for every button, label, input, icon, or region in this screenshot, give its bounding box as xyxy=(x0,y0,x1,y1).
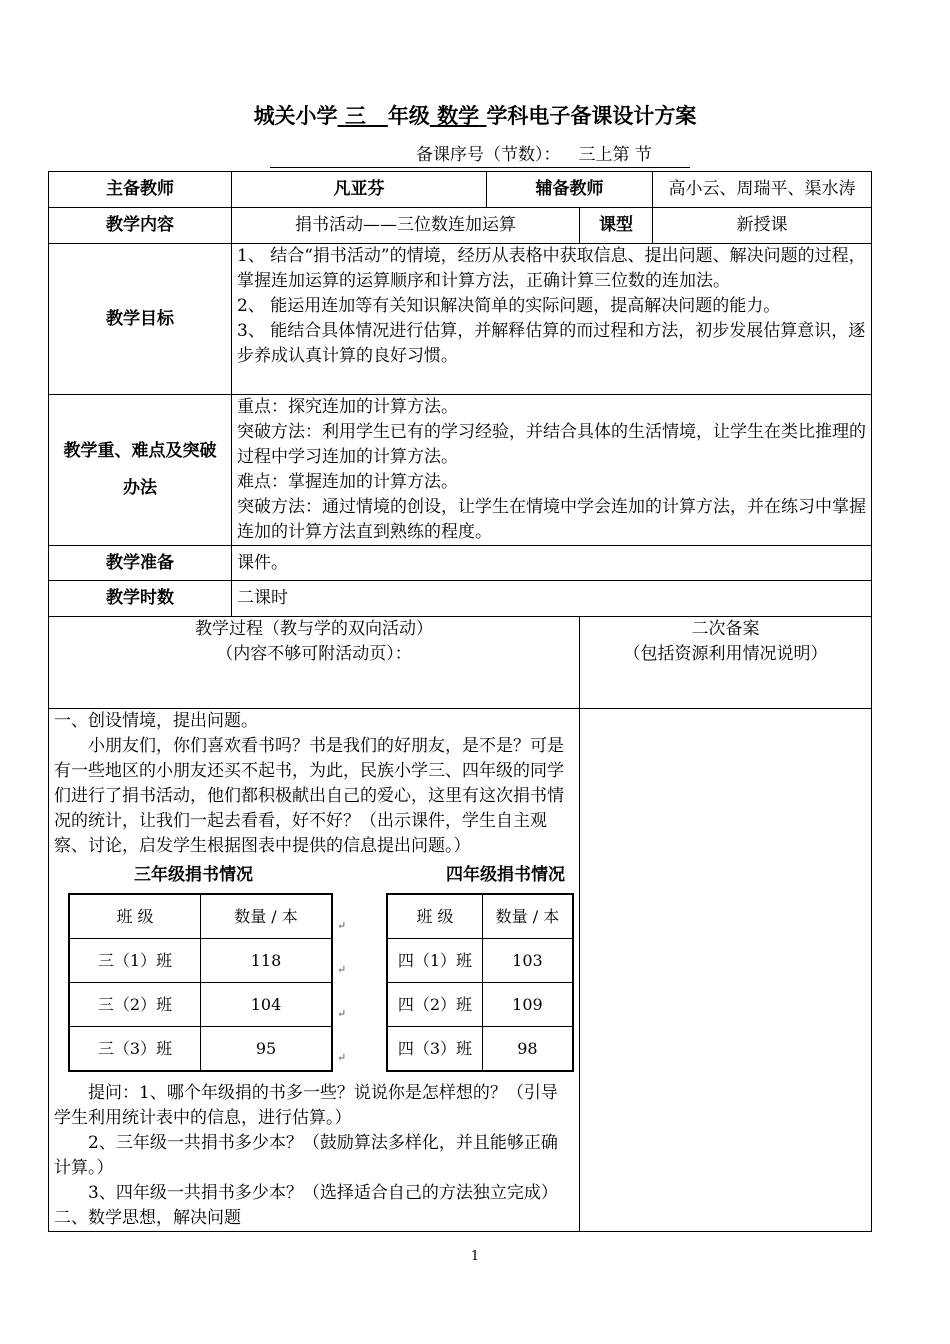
table-row xyxy=(69,983,332,1027)
section-heading: 二、数学思想，解决问题 xyxy=(54,1208,241,1228)
main-teacher-value: 凡亚芬 xyxy=(232,172,487,208)
prep-label: 教学准备 xyxy=(49,546,232,581)
count-cell: 95 xyxy=(201,1027,333,1072)
type-label: 课型 xyxy=(580,208,653,244)
class-column-header: 班 级 xyxy=(387,894,482,939)
intro-paragraph: 小朋友们，你们喜欢看书吗？书是我们的好朋友，是不是？可是有一些地区的小朋友还买不起书，为此，民族小学三、四年级的同学们进行了捐书活动，他们都积极献出自己的爱心，这里有这次捐书情况的统计，让我们一起去看看，好不好？（出示课件，学生自主观察、讨论，启发学生根据图表中提供的信息提出问题。） xyxy=(54,736,564,856)
table-row xyxy=(387,939,573,983)
count-cell: 98 xyxy=(482,1027,573,1072)
goal-item: 1、 结合“捐书活动”的情境，经历从表格中获取信息、提出问题、解决问题的过程，掌握连加运算的运算顺序和计算方法，正确计算三位数的连加法。 xyxy=(237,246,866,291)
goals-content xyxy=(232,244,872,395)
school-name: 城关小学 xyxy=(253,104,338,128)
question-3: 3、四年级一共捐书多少本？（选择适合自己的方法独立完成） xyxy=(88,1183,558,1203)
paragraph-mark-icon: ↵ xyxy=(337,1051,347,1064)
goal-item: 3、 能结合具体情况进行估算，并解释估算的而过程和方法，初步发展估算意识，逐步养成认真计算的良好习惯。 xyxy=(237,321,866,366)
hours-label: 教学时数 xyxy=(49,581,232,617)
sequence-value: 三上第 节 xyxy=(578,145,652,165)
count-cell: 118 xyxy=(201,939,333,983)
table-row xyxy=(69,1027,332,1072)
lesson-plan-table xyxy=(48,171,872,1232)
goal-item: 2、 能运用连加等有关知识解决简单的实际问题，提高解决问题的能力。 xyxy=(237,296,781,316)
goals-label: 教学目标 xyxy=(49,244,232,395)
table-row xyxy=(387,983,573,1027)
grade3-stats-title: 三年级捐书情况 xyxy=(134,865,253,885)
count-cell: 104 xyxy=(201,983,333,1027)
lesson-sequence xyxy=(270,140,690,168)
count-column-header: 数量 / 本 xyxy=(482,894,573,939)
process-header-title: 教学过程（教与学的双向活动） xyxy=(195,619,433,639)
page-number: 1 xyxy=(470,1249,480,1264)
stats-header-row xyxy=(69,894,332,939)
key-points-label: 教学重、难点及突破 办法 xyxy=(49,395,232,546)
question-1: 提问：1、哪个年级捐的书多一些？说说你是怎样想的？（引导学生利用统计表中的信息，进行估算。） xyxy=(54,1083,558,1128)
main-teacher-label: 主备教师 xyxy=(49,172,232,208)
count-column-header: 数量 / 本 xyxy=(201,894,333,939)
grade-suffix: 年级 xyxy=(387,104,430,128)
grade4-stats-table xyxy=(386,893,574,1072)
section-heading: 一、创设情境，提出问题。 xyxy=(54,711,258,731)
assist-teacher-label: 辅备教师 xyxy=(487,172,653,208)
process-header-note: （内容不够可附活动页）： xyxy=(216,644,412,664)
key-point-item: 突破方法：通过情境的创设，让学生在情境中学会连加的计算方法，并在练习中掌握连加的计算方法直到熟练的程度。 xyxy=(237,497,866,542)
type-value: 新授课 xyxy=(653,208,872,244)
assist-teacher-value: 高小云、周瑞平、渠水涛 xyxy=(653,172,872,208)
sequence-label: 备课序号（节数）： xyxy=(416,145,561,165)
paragraph-mark-icon: ↵ xyxy=(337,919,347,932)
class-cell: 四（1）班 xyxy=(387,939,482,983)
second-prep-header xyxy=(580,617,872,709)
document-title xyxy=(0,100,950,130)
grade-value: 三 xyxy=(344,104,366,128)
process-content xyxy=(49,709,580,1232)
class-cell: 三（3）班 xyxy=(69,1027,201,1072)
class-cell: 四（2）班 xyxy=(387,983,482,1027)
key-point-item: 难点：掌握连加的计算方法。 xyxy=(237,472,458,492)
class-cell: 三（1）班 xyxy=(69,939,201,983)
table-row xyxy=(387,1027,573,1072)
key-point-item: 重点：探究连加的计算方法。 xyxy=(237,397,458,417)
second-prep-note: （包括资源利用情况说明） xyxy=(623,644,828,664)
donation-stats xyxy=(54,863,574,1073)
subject-value: 数学 xyxy=(437,104,480,128)
hours-value: 二课时 xyxy=(232,581,872,617)
process-header xyxy=(49,617,580,709)
grade4-stats-title: 四年级捐书情况 xyxy=(446,865,565,885)
class-cell: 三（2）班 xyxy=(69,983,201,1027)
key-point-item: 突破方法：利用学生已有的学习经验，并结合具体的生活情境，让学生在类比推理的过程中学习连加的计算方法。 xyxy=(237,422,866,467)
second-prep-content xyxy=(580,709,872,1232)
paragraph-mark-icon: ↵ xyxy=(337,963,347,976)
content-label: 教学内容 xyxy=(49,208,232,244)
content-value: 捐书活动——三位数连加运算 xyxy=(232,208,580,244)
second-prep-title: 二次备案 xyxy=(691,619,760,639)
paragraph-mark-icon: ↵ xyxy=(337,1007,347,1020)
question-2: 2、三年级一共捐书多少本？（鼓励算法多样化，并且能够正确计算。） xyxy=(54,1133,558,1178)
stats-header-row xyxy=(387,894,573,939)
title-suffix: 学科电子备课设计方案 xyxy=(486,104,697,128)
class-column-header: 班 级 xyxy=(69,894,201,939)
table-row xyxy=(69,939,332,983)
key-points-content xyxy=(232,395,872,546)
count-cell: 103 xyxy=(482,939,573,983)
count-cell: 109 xyxy=(482,983,573,1027)
prep-value: 课件。 xyxy=(232,546,872,581)
class-cell: 四（3）班 xyxy=(387,1027,482,1072)
grade3-stats-table xyxy=(68,893,333,1072)
